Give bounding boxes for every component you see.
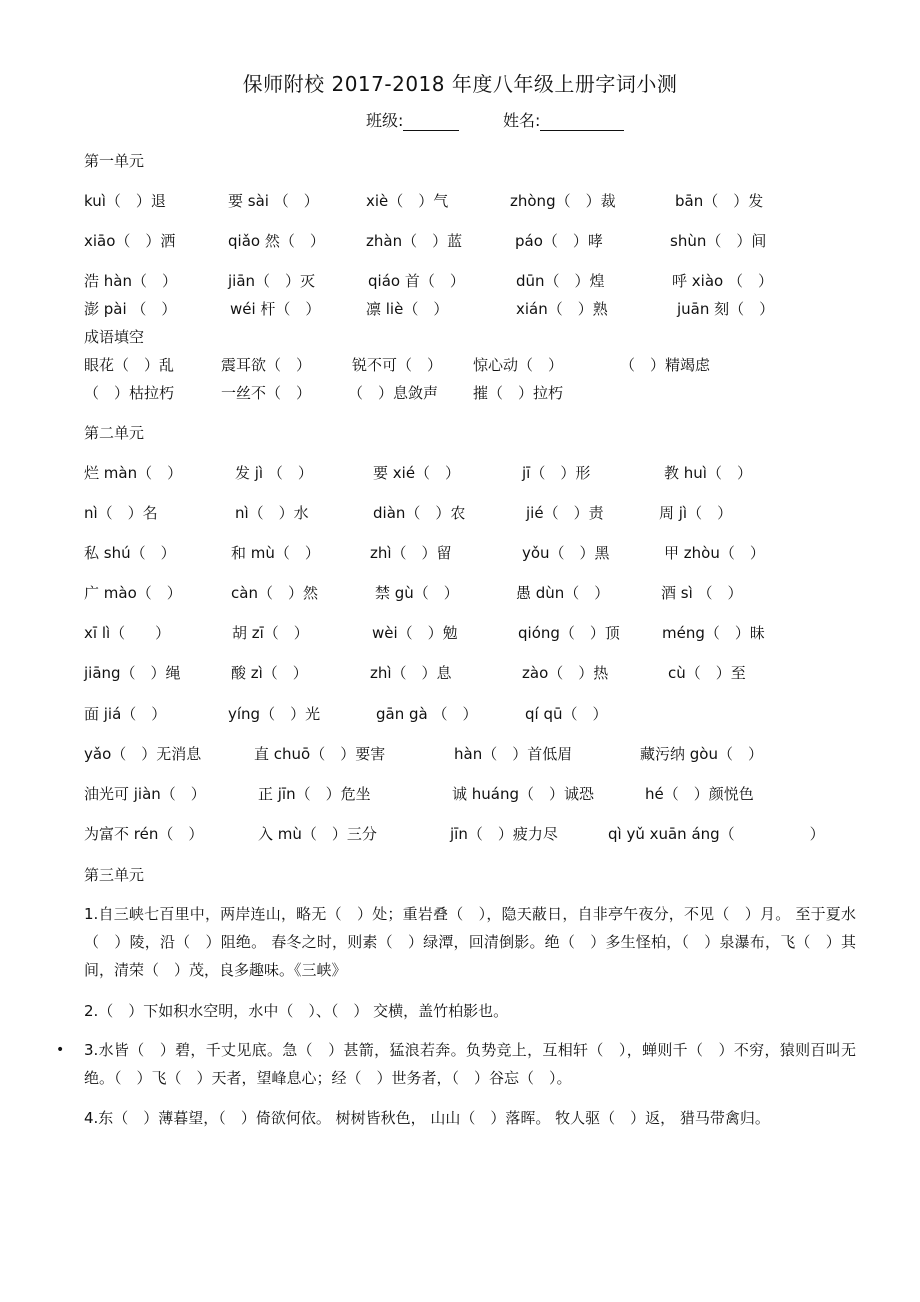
passage-4: 4.东（ ）薄暮望，（ ）倚欲何依。 树树皆秋色， 山山（ ）落晖。 牧人驱（ ）返， 猎马带禽归。 xyxy=(84,1109,770,1127)
question-item[interactable]: bān（ ）发 xyxy=(675,192,764,210)
question-item[interactable]: （ ）枯拉朽 xyxy=(84,384,175,402)
class-label: 班级: xyxy=(366,111,404,130)
list-bullet: • xyxy=(56,1042,65,1058)
question-item[interactable]: zhì（ ）留 xyxy=(370,544,452,562)
question-item[interactable]: shùn（ ）间 xyxy=(670,232,767,250)
question-item[interactable]: 要 xié（ ） xyxy=(373,464,461,482)
question-item[interactable]: （ ）精竭虑 xyxy=(620,356,711,374)
question-item[interactable]: 禁 gù（ ） xyxy=(375,584,459,602)
question-item[interactable]: qí qū（ ） xyxy=(525,705,608,723)
question-item[interactable]: wèi（ ）勉 xyxy=(372,624,458,642)
question-item[interactable]: 摧（ ）拉朽 xyxy=(473,384,564,402)
question-item[interactable]: qì yǔ xuān áng（ ） xyxy=(608,825,825,843)
question-item[interactable]: qiáo 首（ ） xyxy=(368,272,465,290)
class-blank[interactable] xyxy=(403,112,459,131)
question-item[interactable]: 私 shú（ ） xyxy=(84,544,176,562)
passage-1: 1.自三峡七百里中，两岸连山，略无（ ）处；重岩叠（ ），隐天蔽日，自非亭午夜分，不见（ ）月。 至于夏水（ ）陵，沿（ ）阻绝。 春冬之时，则素（ ）绿潭，回清倒影。绝（ ）多生怪柏，（ ）泉瀑布，飞（ ）其间，清荣（ ）茂，良多趣味。《三峡》 xyxy=(84,905,856,979)
question-item[interactable]: yǎo（ ）无消息 xyxy=(84,745,202,763)
question-item[interactable]: 酒 sì （ ） xyxy=(661,584,743,602)
question-item[interactable]: 惊心动（ ） xyxy=(473,356,564,374)
question-item[interactable]: 浩 hàn（ ） xyxy=(84,272,177,290)
question-item[interactable]: xián（ ）熟 xyxy=(516,300,608,318)
question-item[interactable]: 为富不 rén（ ） xyxy=(84,825,204,843)
question-item[interactable]: 油光可 jiàn（ ） xyxy=(84,785,206,803)
question-item[interactable]: （ ）息敛声 xyxy=(348,384,439,402)
unit1-heading: 第一单元 xyxy=(84,152,145,170)
question-item[interactable]: 澎 pài （ ） xyxy=(84,300,177,318)
question-item[interactable]: 眼花（ ）乱 xyxy=(84,356,175,374)
question-item[interactable]: xiāo（ ）洒 xyxy=(84,232,176,250)
question-item[interactable]: 发 jì （ ） xyxy=(235,464,313,482)
page-title: 保师附校 2017-2018 年度八年级上册字词小测 xyxy=(242,72,678,96)
question-item[interactable]: 锐不可（ ） xyxy=(352,356,443,374)
question-item[interactable]: 震耳欲（ ） xyxy=(221,356,312,374)
question-item[interactable]: 烂 màn（ ） xyxy=(84,464,183,482)
question-item[interactable]: xī lì（ ） xyxy=(84,624,171,642)
question-item[interactable]: jié（ ）责 xyxy=(526,504,604,522)
question-item[interactable]: wéi 杆（ ） xyxy=(230,300,321,318)
question-item[interactable]: 入 mù（ ）三分 xyxy=(258,825,377,843)
question-item[interactable]: 和 mù（ ） xyxy=(231,544,320,562)
name-blank[interactable] xyxy=(540,112,624,131)
question-item[interactable]: 周 jì（ ） xyxy=(659,504,733,522)
question-item[interactable]: 藏污纳 gòu（ ） xyxy=(640,745,763,763)
question-item[interactable]: 甲 zhòu（ ） xyxy=(664,544,765,562)
question-item[interactable]: 直 chuō（ ）要害 xyxy=(254,745,386,763)
question-item[interactable]: gān gà （ ） xyxy=(376,705,478,723)
question-item[interactable]: nì（ ）名 xyxy=(84,504,158,522)
question-item[interactable]: 诚 huáng（ ）诚恐 xyxy=(452,785,595,803)
question-item[interactable]: zhì（ ）息 xyxy=(370,664,452,682)
question-item[interactable]: 正 jīn（ ）危坐 xyxy=(258,785,371,803)
question-item[interactable]: jīn（ ）疲力尽 xyxy=(450,825,558,843)
question-item[interactable]: yíng（ ）光 xyxy=(228,705,321,723)
question-item[interactable]: cù（ ）至 xyxy=(668,664,746,682)
question-item[interactable]: qiǎo 然（ ） xyxy=(228,232,325,250)
idioms-heading: 成语填空 xyxy=(84,328,145,346)
unit2-heading: 第二单元 xyxy=(84,424,145,442)
question-item[interactable]: yǒu（ ）黑 xyxy=(522,544,610,562)
question-item[interactable]: juān 刻（ ） xyxy=(677,300,775,318)
name-field[interactable] xyxy=(503,108,624,131)
unit3-heading: 第三单元 xyxy=(84,866,145,884)
question-item[interactable]: 广 mào（ ） xyxy=(84,584,182,602)
question-item[interactable]: hàn（ ）首低眉 xyxy=(454,745,573,763)
passage-3: 3.水皆（ ）碧，千丈见底。急（ ）甚箭，猛浪若奔。负势竞上，互相轩（ ），蝉则千（ ）不穷，猿则百叫无绝。（ ）飞（ ）天者，望峰息心；经（ ）世务者，（ ）谷忘（ ）。 xyxy=(84,1041,856,1087)
question-item[interactable]: 面 jiá（ ） xyxy=(84,705,167,723)
question-item[interactable]: 一丝不（ ） xyxy=(221,384,312,402)
question-item[interactable]: zhòng（ ）裁 xyxy=(510,192,616,210)
question-item[interactable]: kuì（ ）退 xyxy=(84,192,166,210)
question-item[interactable]: zào（ ）热 xyxy=(522,664,609,682)
question-item[interactable]: zhàn（ ）蓝 xyxy=(366,232,463,250)
class-field[interactable] xyxy=(366,108,459,131)
name-label: 姓名: xyxy=(503,111,541,130)
question-item[interactable]: hé（ ）颜悦色 xyxy=(645,785,754,803)
question-item[interactable]: dūn（ ）煌 xyxy=(516,272,605,290)
question-item[interactable]: jiāng（ ）绳 xyxy=(84,664,181,682)
question-item[interactable]: diàn（ ）农 xyxy=(373,504,466,522)
passage-2: 2.（ ）下如积水空明，水中（ ）、（ ） 交横，盖竹柏影也。 xyxy=(84,1002,509,1020)
question-item[interactable]: jiān（ ）灭 xyxy=(228,272,316,290)
question-item[interactable]: nì（ ）水 xyxy=(235,504,309,522)
question-item[interactable]: 愚 dùn（ ） xyxy=(516,584,610,602)
question-item[interactable]: càn（ ）然 xyxy=(231,584,318,602)
question-item[interactable]: 呼 xiào （ ） xyxy=(672,272,773,290)
question-item[interactable]: 胡 zī（ ） xyxy=(232,624,309,642)
question-item[interactable]: 凛 liè（ ） xyxy=(366,300,449,318)
question-item[interactable]: 要 sài （ ） xyxy=(228,192,319,210)
question-item[interactable]: 教 huì（ ） xyxy=(664,464,752,482)
question-item[interactable]: páo（ ）哮 xyxy=(515,232,603,250)
question-item[interactable]: jī（ ）形 xyxy=(522,464,591,482)
question-item[interactable]: méng（ ）昧 xyxy=(662,624,765,642)
question-item[interactable]: xiè（ ）气 xyxy=(366,192,449,210)
question-item[interactable]: 酸 zì（ ） xyxy=(231,664,308,682)
question-item[interactable]: qióng（ ）顶 xyxy=(518,624,620,642)
